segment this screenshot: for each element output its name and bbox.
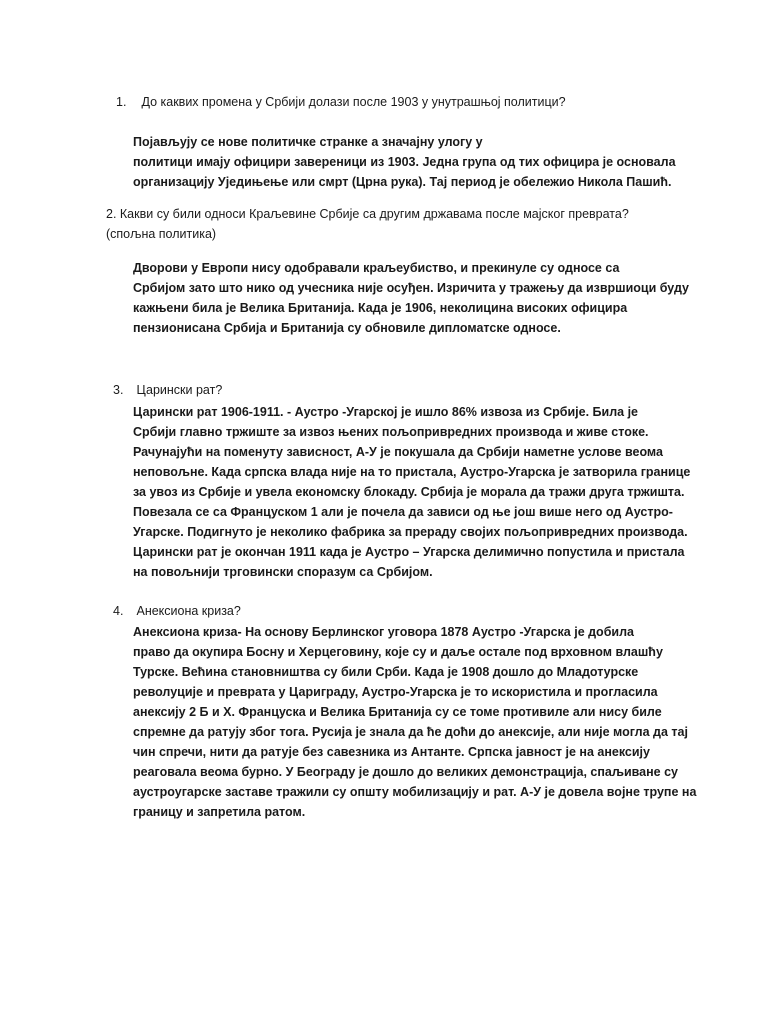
answer-4-line: Анексиона криза- На основу Берлинског уговора 1878 Аустро -Угарска је добила: [133, 625, 634, 639]
question-3: [113, 380, 222, 400]
question-1-number: 1.: [116, 95, 127, 109]
question-2-line: 2. Какви су били односи Краљевине Србије са другим државама после мајског преврата?: [106, 207, 629, 221]
answer-4-line: чин спречи, нити да ратује без савезника из Антанте. Српска јавност је на анексију: [133, 745, 650, 759]
answer-3-line: Рачунајући на поменуту зависност, А-У је покушала да Србији наметне услове веома: [133, 445, 663, 459]
answer-4-line: револуције и преврата у Цариграду, Аустро-Угарска је то искористила и прогласила: [133, 685, 658, 699]
answer-1-line: Појављују се нове политичке странке а значајну улогу у: [133, 135, 483, 149]
answer-3-line: Угарске. Подигнуто је неколико фабрика за прераду својих пољопривредних производа.: [133, 525, 688, 539]
answer-1-line: организацију Уједињење или смрт (Црна рука). Тај период је обележио Никола Пашић.: [133, 175, 672, 189]
question-4-number: 4.: [113, 604, 124, 618]
answer-2-line: пензионисана Србија и Британија су обновиле дипломатске односе.: [133, 321, 561, 335]
answer-3: [133, 402, 690, 582]
question-3-text: Царински рат?: [136, 383, 223, 397]
answer-3-line: за увоз из Србије и увела економску блокаду. Србија је морала да тражи друга тржишта.: [133, 485, 685, 499]
answer-4-line: право да окупира Босну и Херцеговину, које су и даље остале под врховном влашћу: [133, 645, 663, 659]
answer-3-line: неповољне. Када српска влада није на то пристала, Аустро-Угарска је затворила границе: [133, 465, 691, 479]
answer-4: [133, 622, 696, 822]
question-1-text: До каквих промена у Србији долази после 1903 у унутрашњој политици?: [141, 95, 566, 109]
answer-2-line: Србијом зато што нико од учесника није осуђен. Изричита у тражењу да извршиоци буду: [133, 281, 689, 295]
answer-4-line: спремне да ратују због тога. Русија је знала да ће доћи до анексије, али није могла да тај: [133, 725, 688, 739]
question-4: [113, 601, 241, 621]
answer-1-line: политици имају официри завереници из 1903. Једна група од тих официра је основала: [133, 155, 676, 169]
answer-4-line: аустроугарске заставе тражили су општу мобилизацију и рат. А-У је довела војне трупе на: [133, 785, 697, 799]
answer-2-line: Дворови у Европи нису одобравали краљеубиство, и прекинуле су односе са: [133, 261, 620, 275]
answer-3-line: Царински рат је окончан 1911 када је Аустро – Угарска делимично попустила и пристала: [133, 545, 685, 559]
answer-4-line: реаговала веома бурно. У Београду је дошло до великих демонстрација, спаљиване су: [133, 765, 679, 779]
answer-3-line: Царински рат 1906-1911. - Аустро -Угарској је ишло 86% извоза из Србије. Била је: [133, 405, 639, 419]
question-3-number: 3.: [113, 383, 124, 397]
answer-2: [133, 258, 689, 338]
question-4-text: Анексиона криза?: [136, 604, 241, 618]
answer-4-line: анексију 2 Б и Х. Француска и Велика Британија су се томе противиле али нису биле: [133, 705, 662, 719]
answer-1: [133, 132, 676, 192]
answer-3-line: на повољнији трговински споразум са Србијом.: [133, 565, 433, 579]
question-2-line: (спољна политика): [106, 227, 217, 241]
answer-4-line: Турске. Већина становништва су били Срби. Када је 1908 дошло до Младотурске: [133, 665, 639, 679]
question-2: [106, 204, 629, 244]
question-1: [116, 92, 566, 112]
answer-4-line: границу и запретила ратом.: [133, 805, 306, 819]
answer-3-line: Србији главно тржиште за извоз њених пољопривредних производа и живе стоке.: [133, 425, 649, 439]
answer-3-line: Повезала се са Француском 1 али је почела да зависи од ње још више него од Аустро-: [133, 505, 673, 519]
answer-2-line: кажњени била је Велика Британија. Када је 1906, неколицина високих официра: [133, 301, 628, 315]
